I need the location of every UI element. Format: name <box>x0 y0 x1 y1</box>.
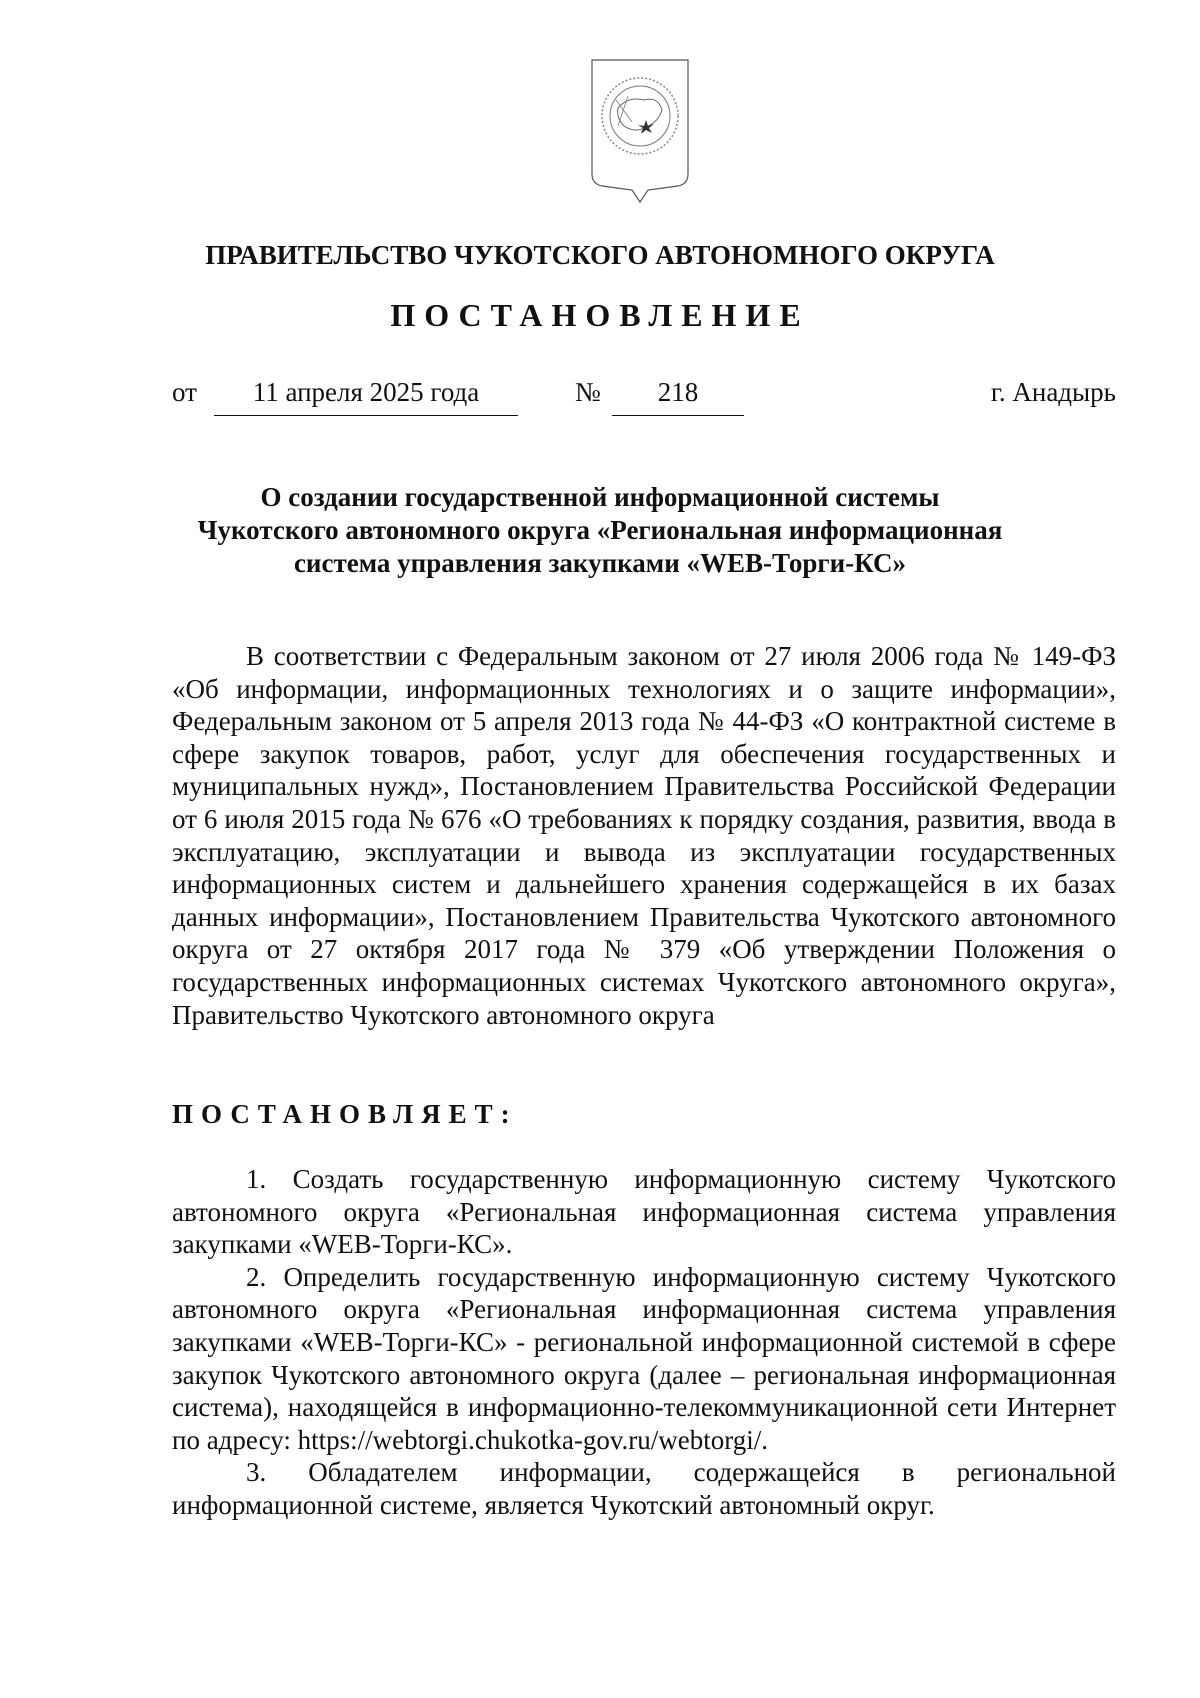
decree-item: 1. Создать государственную информационную систему Чукотского автономного округа «Региональная информационная система управления закупками «WEB-Торги-КС». <box>172 1164 1116 1260</box>
heading-line: Чукотского автономного округа «Региональная информационная <box>197 515 1003 545</box>
heading-line: система управления закупками «WEB-Торги-КС» <box>293 548 907 578</box>
decree-item: 3. Обладателем информации, содержащейся в региональной информационной системе, является Чукотский автономный округ. <box>172 1457 1116 1520</box>
decree-items <box>172 1163 1116 1522</box>
document-date: 11 апреля 2025 года <box>214 375 518 416</box>
date-label: от <box>172 377 197 407</box>
number-label: № <box>575 377 601 407</box>
decree-word: ПОСТАНОВЛЯЕТ: <box>172 1099 518 1129</box>
document-type: ПОСТАНОВЛЕНИЕ <box>390 297 810 333</box>
heading-line: О создании государственной информационной системы <box>260 482 940 512</box>
document-heading <box>150 481 1050 580</box>
coat-of-arms-icon <box>588 56 692 206</box>
document-city: г. Анадырь <box>990 377 1116 407</box>
organization-title: ПРАВИТЕЛЬСТВО ЧУКОТСКОГО АВТОНОМНОГО ОКРУГА <box>205 240 995 270</box>
preamble-paragraph: В соответствии с Федеральным законом от 27 июля 2006 года № 149-ФЗ «Об информации, информационных технологиях и о защите информации», Федеральным законом от 5 апреля 2013 года № 44-ФЗ «О контрактной системе в сфере закупок товаров, работ, услуг для обеспечения государственных и муниципальных нужд», Постановлением Правительства Российской Федерации от 6 июля 2015 года № 676 «О требованиях к порядку создания, развития, ввода в эксплуатацию, эксплуатации и вывода из эксплуатации государственных информационных систем и дальнейшего хранения содержащейся в их базах данных информации», Постановлением Правительства Чукотского автономного округа от 27 октября 2017 года № 379 «Об утверждении Положения о государственных информационных системах Чукотского автономного округа», Правительство Чукотского автономного округа <box>172 641 1116 1030</box>
decree-item: 2. Определить государственную информационную систему Чукотского автономного округа «Региональная информационная система управления закупками «WEB-Торги-КС» - региональной информационной системой в сфере закупок Чукотского автономного округа (далее – региональная информационная система), находящейся в информационно-телекоммуникационной сети Интернет по адресу: https://webtorgi.chukotka-gov.ru/webtorgi/. <box>172 1261 1116 1455</box>
document-number: 218 <box>612 375 744 416</box>
